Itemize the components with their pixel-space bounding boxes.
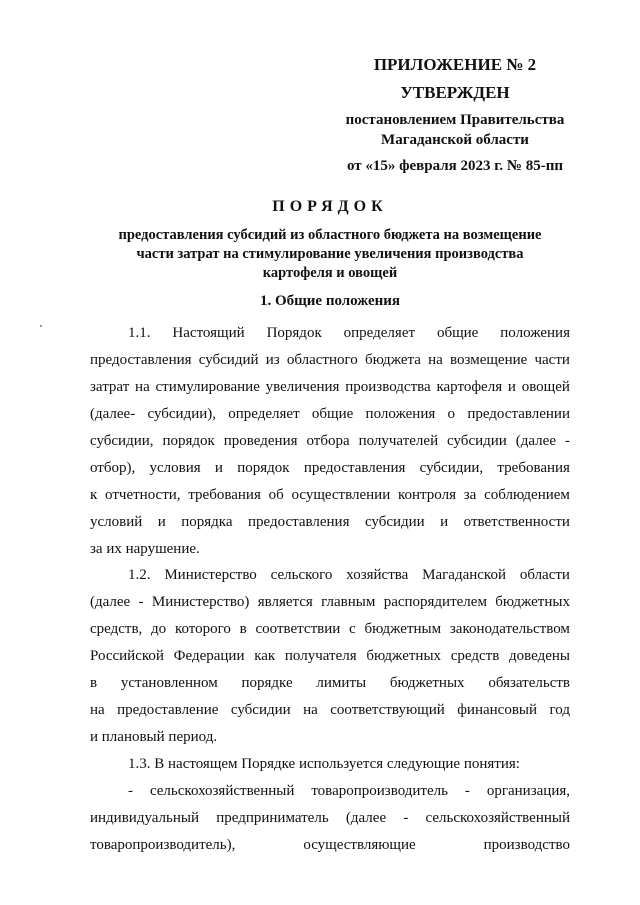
text-line [90,455,570,482]
decree-line-2: Магаданской области [381,132,529,148]
word: отбора [306,433,350,449]
word: лимиты [316,675,367,691]
word: сельского [270,567,333,583]
text-line [90,562,570,589]
word: - [403,810,409,826]
word: бюджетных [366,648,442,664]
word: год [549,702,570,718]
word: 1.1. [128,325,151,341]
word: стимулирование [155,379,260,395]
word: организация, [486,783,570,799]
text-line [90,832,570,859]
word: общие [311,406,354,422]
word: и [440,514,449,530]
word: финансовый [457,702,538,718]
word: требования [497,460,570,476]
word: Министерство) [151,594,250,610]
word: производство [483,837,570,853]
word: предоставления [247,514,350,530]
word: до [151,621,167,637]
word: соответствии [255,621,341,637]
word: с [349,621,356,637]
text-line: 1.3. В настоящем Порядке используется следующие понятия: [128,756,520,772]
word: Порядок [266,325,322,341]
word: отбор), [90,460,136,476]
word: - [564,433,570,449]
word: осуществлении [291,487,391,503]
word: Министерство [164,567,257,583]
word: и [507,379,516,395]
word: возмещение [450,352,528,368]
word: увеличения [265,379,340,395]
word: о [447,406,456,422]
word: субсидии, [419,460,484,476]
word: в [90,675,98,691]
word: порядок [162,433,215,449]
text-line [90,778,570,805]
word: соблюдением [484,487,570,503]
word: ответственности [463,514,570,530]
word: условия [149,460,201,476]
word: как [254,648,276,664]
subtitle-line-2: части затрат на стимулирование увеличения производства [136,246,524,262]
word: на [90,702,105,718]
subtitle-line-1: предоставления субсидий из областного бюджета на возмещение [118,227,542,243]
word: соответствующий [330,702,445,718]
word: овощей [521,379,570,395]
word: бюджета [364,352,421,368]
word: предоставления [90,352,192,368]
word: проведения [223,433,298,449]
word: части [534,352,570,368]
word: (далее [90,594,131,610]
word: сельскохозяйственный [425,810,570,826]
word: (далее [515,433,556,449]
text-line: и плановый период. [90,729,218,745]
word: условий [90,514,143,530]
word: за [463,487,477,503]
text-line [90,509,570,536]
word: (далее [345,810,387,826]
approval-block [330,54,580,176]
word: положения [365,406,436,422]
word: общие [436,325,479,341]
word: положения [500,325,570,341]
word: товаропроизводитель), [90,837,236,853]
word: Настоящий [172,325,245,341]
approved-label: УТВЕРЖДЕН [400,83,510,102]
margin-mark [40,325,42,327]
word: Федерации [173,648,245,664]
word: областного [286,352,358,368]
decree-date-line: от «15» февраля 2023 г. № 85-пп [346,158,564,174]
word: субсидии, [90,433,154,449]
word: определяет [343,325,416,341]
paragraph-1-3 [90,751,570,859]
text-line [90,616,570,643]
word: - [464,783,470,799]
subtitle-line-3: картофеля и овощей [262,265,398,281]
document-title: ПОРЯДОК [272,198,388,215]
word: в [239,621,247,637]
appendix-label: ПРИЛОЖЕНИЕ № 2 [373,55,537,74]
word: и [157,514,166,530]
text-line [90,374,570,401]
word: главным [321,594,376,610]
word: предоставлении [467,406,570,422]
text-line [90,643,570,670]
word: товаропроизводитель [311,783,448,799]
word: субсидии [364,514,425,530]
word: картофеля [436,379,503,395]
word: определяет [228,406,300,422]
word: порядке [241,675,293,691]
document-subtitle [100,226,560,283]
word: получателя [284,648,357,664]
word: затрат [90,379,130,395]
word: Магаданской [422,567,506,583]
word: субсидии [230,702,291,718]
word: производства [345,379,431,395]
word: индивидуальный [90,810,200,826]
word: установленном [120,675,218,691]
word: - [138,594,144,610]
word: субсидии), [147,406,216,422]
text-line [90,670,570,697]
word: из [265,352,280,368]
decree-line-1: постановлением Правительства [345,112,565,128]
text-line [90,428,570,455]
text-line: за их нарушение. [90,541,200,557]
word: на [135,379,150,395]
text-line [90,589,570,616]
word: сельскохозяйственный [149,783,295,799]
word: бюджетных [495,594,570,610]
word: контроля [397,487,456,503]
word: субсидии [447,433,507,449]
word: осуществляющие [303,837,416,853]
word: предоставление [117,702,219,718]
text-line [90,482,570,509]
word: законодательством [449,621,570,637]
word: предоставления [303,460,406,476]
word: предприниматель [216,810,329,826]
word: бюджетным [364,621,442,637]
text-line [90,347,570,374]
word: области [519,567,570,583]
word: распорядителем [383,594,487,610]
word: которого [174,621,231,637]
paragraph-1-2 [90,562,570,751]
word: отчетности, [105,487,181,503]
text-line [90,320,570,347]
word: обязательств [488,675,570,691]
paragraph-1-1 [90,320,570,563]
word: является [257,594,313,610]
text-line [90,805,570,832]
word: средств, [90,621,143,637]
word: Российской [90,648,164,664]
text-line [90,401,570,428]
word: на [428,352,443,368]
word: об [268,487,284,503]
word: средств [450,648,500,664]
word: и [214,460,223,476]
word: бюджетных [389,675,465,691]
word: на [303,702,318,718]
text-line [90,697,570,724]
word: доведены [509,648,570,664]
word: - [128,783,133,799]
section-title: 1. Общие положения [259,293,401,309]
word: порядка [181,514,233,530]
word: субсидий [198,352,259,368]
word: требования [188,487,261,503]
word: хозяйства [346,567,409,583]
word: к [90,487,98,503]
word: (далее- [90,406,136,422]
word: получателей [358,433,439,449]
word: порядок [237,460,290,476]
word: 1.2. [128,567,151,583]
